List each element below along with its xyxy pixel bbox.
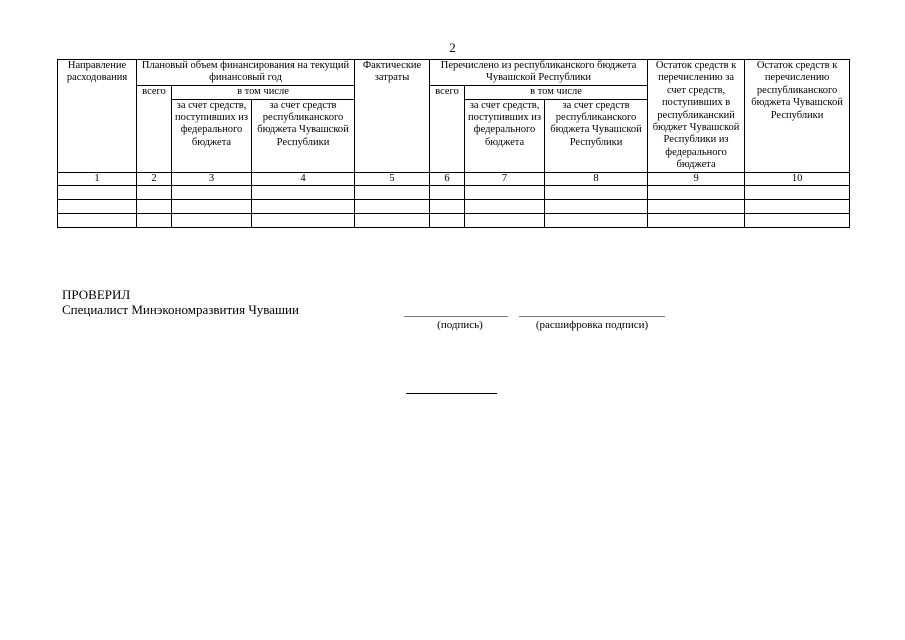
end-divider bbox=[406, 393, 497, 394]
column-number: 7 bbox=[465, 172, 545, 185]
header-direction: Направление расходования bbox=[58, 60, 137, 173]
table-row bbox=[58, 186, 850, 200]
header-rest-republic: Остаток средств к перечислению республиканского бюджета Чувашской Республики bbox=[745, 60, 850, 173]
column-number: 9 bbox=[648, 172, 745, 185]
checked-position: Специалист Минэкономразвития Чувашии bbox=[62, 302, 299, 317]
header-transferred-total: всего bbox=[430, 85, 465, 172]
column-number: 6 bbox=[430, 172, 465, 185]
decoding-line bbox=[519, 316, 665, 317]
signature-line bbox=[404, 316, 508, 317]
decoding-caption: (расшифровка подписи) bbox=[535, 319, 649, 331]
column-number: 2 bbox=[137, 172, 172, 185]
column-number: 3 bbox=[172, 172, 252, 185]
checked-block bbox=[62, 287, 299, 317]
column-number: 8 bbox=[545, 172, 648, 185]
header-transferred-federal: за счет средств, поступивших из федерального бюджета bbox=[465, 99, 545, 172]
column-number: 10 bbox=[745, 172, 850, 185]
header-rest-federal: Остаток средств к перечислению за счет средств, поступивших в республиканский бюджет Чувашской Республики из федерального бюджета bbox=[648, 60, 745, 173]
header-transferred-including: в том числе bbox=[465, 85, 648, 99]
signature-caption: (подпись) bbox=[437, 319, 483, 331]
column-numbers-row bbox=[58, 172, 850, 185]
header-transferred-republic: за счет средств республиканского бюджета Чувашской Республики bbox=[545, 99, 648, 172]
table-row bbox=[58, 214, 850, 228]
financing-table bbox=[57, 59, 850, 228]
table-row bbox=[58, 200, 850, 214]
header-planned-including: в том числе bbox=[172, 85, 355, 99]
header-planned-total: всего bbox=[137, 85, 172, 172]
header-actual-costs: Фактические затраты bbox=[355, 60, 430, 173]
checked-heading: ПРОВЕРИЛ bbox=[62, 287, 131, 302]
column-number: 4 bbox=[252, 172, 355, 185]
header-transferred: Перечислено из республиканского бюджета Чувашской Республики bbox=[430, 60, 648, 86]
column-number: 5 bbox=[355, 172, 430, 185]
column-number: 1 bbox=[58, 172, 137, 185]
page-number: 2 bbox=[449, 40, 456, 55]
header-planned-financing: Плановый объем финансирования на текущий финансовый год bbox=[137, 60, 355, 86]
header-row-1 bbox=[58, 60, 850, 86]
header-planned-federal: за счет средств, поступивших из федерального бюджета bbox=[172, 99, 252, 172]
header-planned-republic: за счет средств республиканского бюджета Чувашской Республики bbox=[252, 99, 355, 172]
